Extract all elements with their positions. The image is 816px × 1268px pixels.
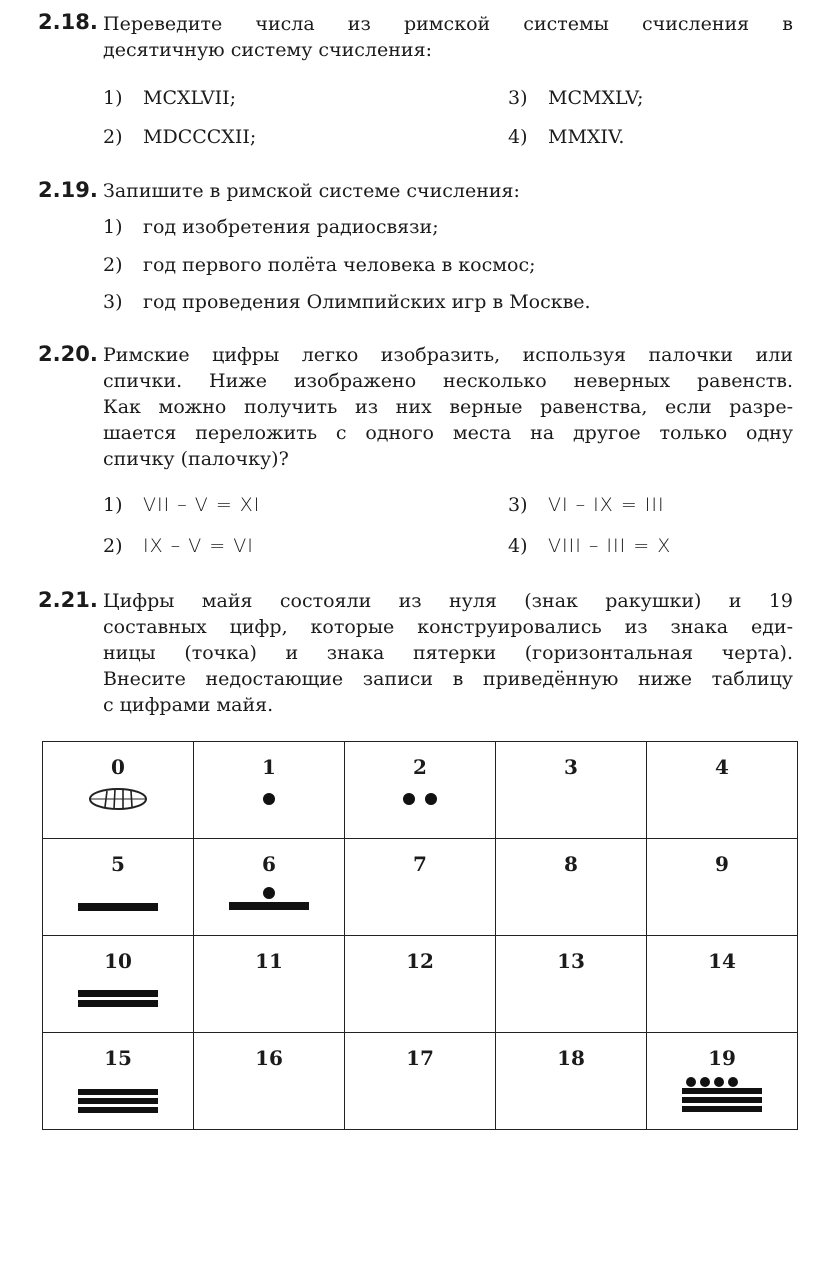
text-line: Римские цифры легко изобразить, используя палочки или — [103, 344, 793, 366]
bar-icon — [43, 883, 193, 933]
cell-number: 19 — [708, 1046, 736, 1070]
text-line: Запишите в римской системе счисления: — [103, 180, 520, 202]
table-cell — [194, 742, 345, 839]
problem-text — [103, 178, 793, 204]
table-cell — [43, 742, 194, 839]
cell-number: 7 — [413, 852, 427, 876]
text-line: с цифрами майя. — [103, 694, 274, 716]
text-line: Цифры майя состояли из нуля (знак ракушки) и 19 — [103, 590, 793, 612]
table-cell — [345, 1033, 496, 1130]
table-cell — [496, 1033, 647, 1130]
cell-number: 2 — [413, 755, 427, 779]
table-cell — [496, 839, 647, 936]
cell-number: 17 — [406, 1046, 434, 1070]
item-text: MCXLVII; — [143, 87, 237, 109]
item-text: год первого полёта человека в космос; — [143, 254, 536, 276]
problem-number: 2.21. — [38, 588, 98, 612]
dot-icon — [194, 786, 344, 836]
text-line: ницы (точка) и знака пятерки (горизонтальная черта). — [103, 642, 793, 664]
text-line: составных цифр, которые конструировались из знака еди- — [103, 616, 793, 638]
cell-number: 11 — [255, 949, 283, 973]
four-dots-three-bars-icon — [647, 1077, 797, 1127]
table-cell — [43, 839, 194, 936]
text-line: десятичную систему счисления: — [103, 39, 432, 61]
table-cell — [345, 936, 496, 1033]
two-dots-icon — [345, 786, 495, 836]
problem-number: 2.18. — [38, 10, 98, 34]
cell-number: 3 — [564, 755, 578, 779]
cell-number: 0 — [111, 755, 125, 779]
item-text: MDCCCXII; — [143, 126, 257, 148]
cell-number: 18 — [557, 1046, 585, 1070]
table-cell — [647, 742, 798, 839]
cell-number: 15 — [104, 1046, 132, 1070]
problem-text — [103, 342, 793, 472]
cell-number: 16 — [255, 1046, 283, 1070]
problem-text — [103, 11, 793, 63]
problem-number: 2.19. — [38, 178, 98, 202]
cell-number: 4 — [715, 755, 729, 779]
table-cell — [647, 936, 798, 1033]
table-cell — [496, 936, 647, 1033]
item-text: год проведения Олимпийских игр в Москве. — [143, 291, 591, 313]
list-item: 2) год первого полёта человека в космос; — [103, 254, 536, 276]
table-row — [43, 1033, 798, 1130]
cell-number: 8 — [564, 852, 578, 876]
problem-number: 2.20. — [38, 342, 98, 366]
cell-number: 5 — [111, 852, 125, 876]
list-item: 4) MMXIV. — [508, 126, 625, 148]
shell-icon — [43, 786, 193, 836]
cell-number: 13 — [557, 949, 585, 973]
table-cell — [345, 839, 496, 936]
list-item: 3) MCMXLV; — [508, 87, 644, 109]
list-item: 3) VI – IX = III — [508, 494, 665, 516]
text-line: шается переложить с одного места на другое только одну — [103, 422, 793, 444]
table-cell — [345, 742, 496, 839]
text-line: спички. Ниже изображено несколько неверных равенств. — [103, 370, 793, 392]
three-bars-icon — [43, 1077, 193, 1127]
item-text: IX – V = VI — [143, 535, 254, 557]
item-text: MMXIV. — [548, 126, 625, 148]
table-cell — [194, 936, 345, 1033]
cell-number: 6 — [262, 852, 276, 876]
table-cell — [496, 742, 647, 839]
cell-number: 9 — [715, 852, 729, 876]
item-text: VII – V = XI — [143, 494, 261, 516]
cell-number: 14 — [708, 949, 736, 973]
table-cell — [647, 839, 798, 936]
text-line: Как можно получить из них верные равенства, если разре- — [103, 396, 793, 418]
item-text: VI – IX = III — [548, 494, 665, 516]
text-line: Внесите недостающие записи в приведённую ниже таблицу — [103, 668, 793, 690]
table-row — [43, 742, 798, 839]
text-line: спичку (палочку)? — [103, 448, 289, 470]
item-text: MCMXLV; — [548, 87, 644, 109]
item-text: год изобретения радиосвязи; — [143, 216, 439, 238]
cell-number: 12 — [406, 949, 434, 973]
table-cell — [194, 1033, 345, 1130]
table-cell — [43, 1033, 194, 1130]
table-cell — [194, 839, 345, 936]
table-row — [43, 839, 798, 936]
problem-text — [103, 588, 793, 718]
list-item: 2) MDCCCXII; — [103, 126, 257, 148]
table-cell — [647, 1033, 798, 1130]
list-item: 1) MCXLVII; — [103, 87, 237, 109]
list-item: 2) IX – V = VI — [103, 535, 254, 557]
two-bars-icon — [43, 980, 193, 1030]
cell-number: 10 — [104, 949, 132, 973]
item-text: VIII – III = X — [548, 535, 672, 557]
table-cell — [43, 936, 194, 1033]
list-item: 3) год проведения Олимпийских игр в Москве. — [103, 291, 591, 313]
table-row — [43, 936, 798, 1033]
cell-number: 1 — [262, 755, 276, 779]
list-item: 1) год изобретения радиосвязи; — [103, 216, 439, 238]
text-line: Переведите числа из римской системы счисления в — [103, 13, 793, 35]
maya-numerals-table — [42, 741, 798, 1130]
list-item: 4) VIII – III = X — [508, 535, 672, 557]
list-item: 1) VII – V = XI — [103, 494, 261, 516]
dot-bar-icon — [194, 883, 344, 933]
